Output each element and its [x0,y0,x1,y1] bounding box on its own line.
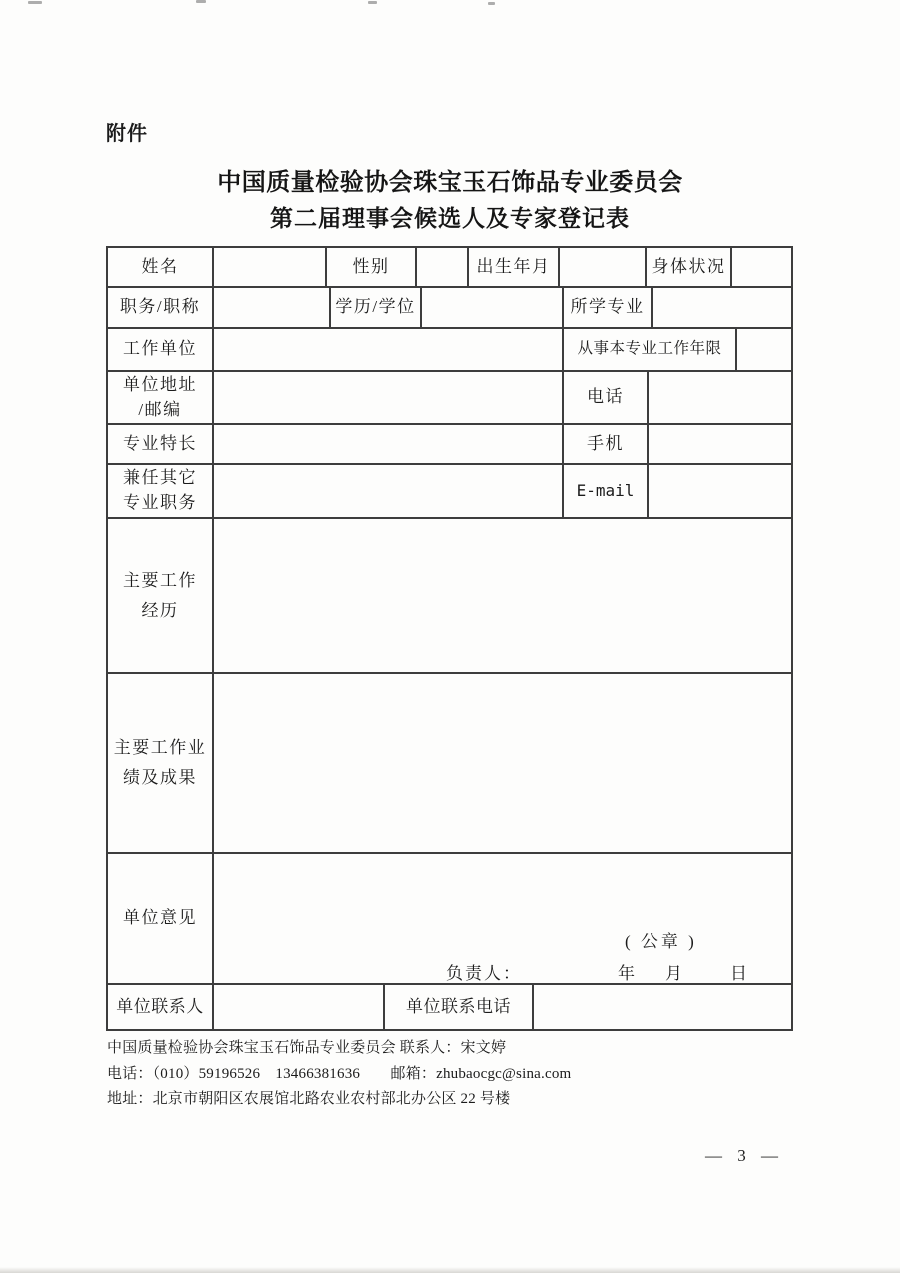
unit-address-label-line1: 单位地址 [123,374,197,394]
email-label: E-mail [564,465,649,517]
official-seal-placeholder: ( 公章 ) [625,932,697,951]
position-title-label: 职务/职称 [108,288,214,327]
table-row-personal [108,248,791,288]
unit-contact-label: 单位联系人 [108,985,214,1029]
achievements-label [108,674,214,852]
health-status-label: 身体状况 [647,248,732,286]
education-degree-label: 学历/学位 [331,288,422,327]
year-label: 年 [618,964,637,983]
telephone-value-cell [649,372,791,423]
health-status-value-cell [732,248,791,286]
achievements-value-cell [214,674,791,852]
specialty-value-cell [214,425,564,463]
other-positions-label [108,465,214,517]
table-row-other-positions [108,465,791,519]
major-label: 所学专业 [564,288,653,327]
gender-label: 性别 [327,248,417,286]
work-unit-label: 工作单位 [108,329,214,370]
footer-phone-email: 电话：（010）59196526 13466381636 邮箱：zhubaocgc@sina.com [107,1065,572,1082]
gender-value-cell [417,248,469,286]
scan-artifact [368,1,377,4]
footer-contact-block [107,1036,571,1113]
table-row-unit-contact [108,985,791,1029]
footer-address: 地址：北京市朝阳区农展馆北路农业农村部北办公区 22 号楼 [107,1091,511,1107]
unit-opinion-value-cell [214,854,791,983]
table-row-address [108,372,791,425]
work-experience-label [108,519,214,672]
email-value-cell [649,465,791,517]
unit-opinion-label: 单位意见 [108,854,214,983]
mobile-label: 手机 [564,425,649,463]
document-title-line2: 第二届理事会候选人及专家登记表 [270,205,630,231]
years-in-profession-value-cell [737,329,791,370]
attachment-label: 附件 [106,123,148,145]
registration-form-table [106,246,793,1031]
unit-address-label [108,372,214,423]
scan-artifact [28,1,42,4]
footer-organization-contact: 中国质量检验协会珠宝玉石饰品专业委员会 联系人：宋文婷 [107,1040,507,1056]
work-unit-value-cell [214,329,564,370]
telephone-label: 电话 [564,372,649,423]
unit-contact-phone-value-cell [534,985,791,1029]
years-in-profession-label: 从事本专业工作年限 [564,329,737,370]
table-row-achievements [108,674,791,854]
table-row-work-unit [108,329,791,372]
name-label: 姓名 [108,248,214,286]
other-positions-label-line1: 兼任其它 [123,468,197,488]
table-row-specialty [108,425,791,465]
month-label: 月 [665,964,684,983]
achievements-label-line1: 主要工作业 [113,738,207,758]
document-title-line1: 中国质量检验协会珠宝玉石饰品专业委员会 [217,169,683,196]
mobile-value-cell [649,425,791,463]
unit-address-value-cell [214,372,564,423]
scan-artifact [196,0,206,3]
unit-address-label-line2: /邮编 [138,399,182,419]
table-row-unit-opinion [108,854,791,985]
other-positions-value-cell [214,465,564,517]
education-degree-value-cell [422,288,564,327]
page-number: — 3 — [705,1146,779,1165]
major-value-cell [653,288,791,327]
work-experience-label-line1: 主要工作 [123,570,197,590]
other-positions-label-line2: 专业职务 [123,493,197,512]
specialty-label: 专业特长 [108,425,214,463]
table-row-position [108,288,791,329]
table-row-work-experience [108,519,791,674]
work-experience-value-cell [214,519,791,672]
work-experience-label-line2: 经历 [141,600,179,620]
birth-date-label: 出生年月 [469,248,560,286]
scan-edge-shadow [0,1267,900,1273]
unit-contact-value-cell [214,985,385,1029]
unit-contact-phone-label: 单位联系电话 [385,985,534,1029]
birth-date-value-cell [560,248,647,286]
position-title-value-cell [214,288,331,327]
responsible-person-label: 负责人： [446,964,522,983]
achievements-label-line2: 绩及成果 [123,768,197,787]
day-label: 日 [730,964,749,983]
name-value-cell [214,248,327,286]
scan-artifact [488,2,495,5]
